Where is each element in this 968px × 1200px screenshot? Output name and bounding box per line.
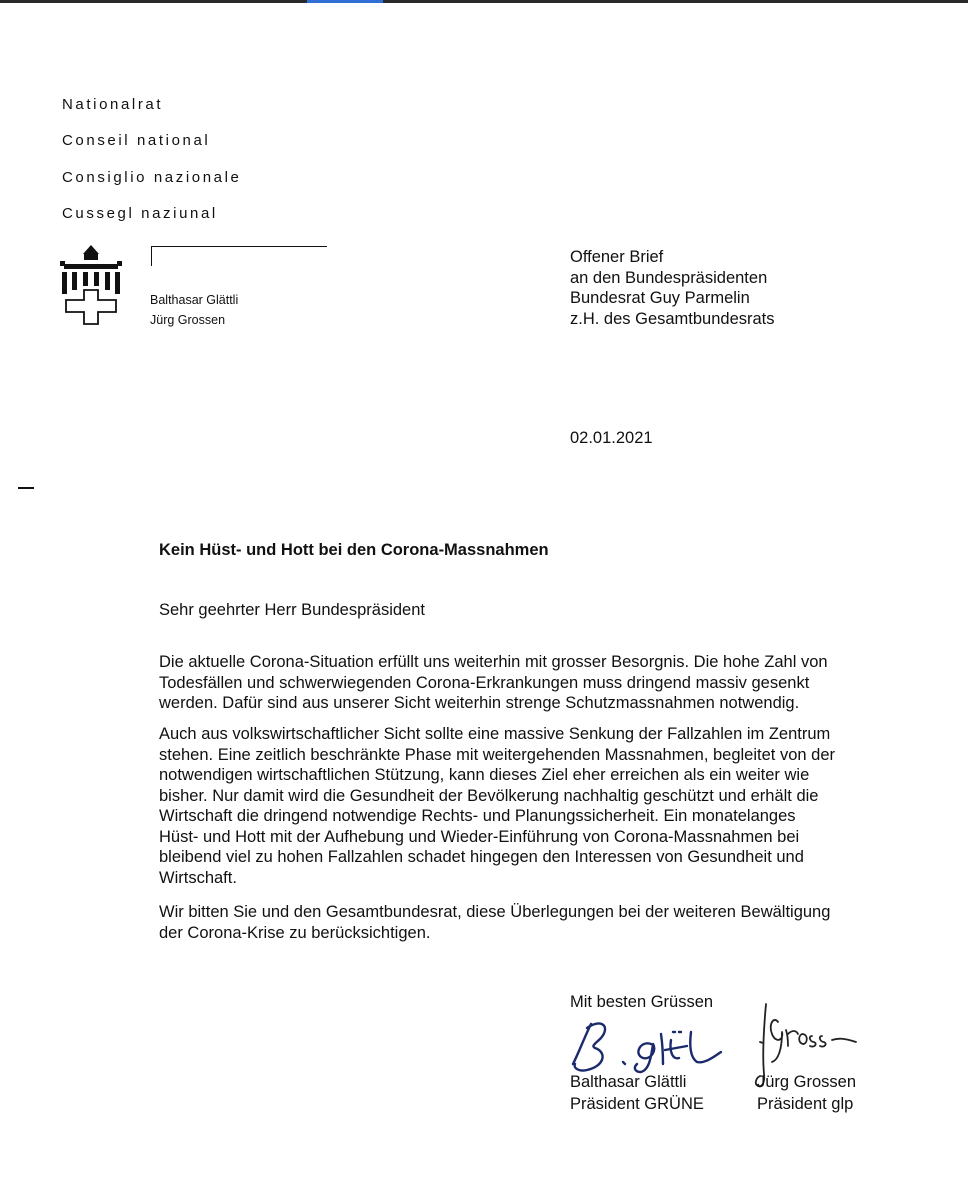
sender-name-2: Jürg Grossen	[150, 313, 226, 327]
paragraph-3	[159, 902, 919, 943]
paragraph-1	[159, 652, 919, 714]
fold-mark	[18, 487, 34, 489]
paragraph-line: Auch aus volkswirtschaftlicher Sicht sollte eine massive Senkung der Fallzahlen im Zentrum	[159, 725, 831, 743]
paragraph-line: der Corona-Krise zu berücksichtigen.	[159, 923, 431, 942]
recipient-block	[570, 247, 775, 329]
signature-glaettli	[565, 1014, 730, 1076]
institution-name-fr: Conseil national	[62, 132, 211, 149]
recipient-line: an den Bundespräsidenten	[570, 268, 768, 287]
parliament-logo	[56, 244, 126, 328]
paragraph-line: bleibend viel zu hohen Fallzahlen schadet hingegen den Interessen von Gesundheit und	[159, 848, 804, 866]
paragraph-line: Todesfällen und schwerwiegenden Corona-Erkrankungen muss dringend massiv gesenkt	[159, 673, 810, 692]
paragraph-2	[159, 724, 919, 888]
sender-name-1: Balthasar Glättli	[150, 293, 239, 307]
institution-name-rm: Cussegl naziunal	[62, 205, 218, 222]
recipient-line: Bundesrat Guy Parmelin	[570, 289, 750, 307]
signatory-title: Präsident GRÜNE	[570, 1095, 704, 1113]
closing-phrase: Mit besten Grüssen	[570, 993, 714, 1011]
paragraph-line: notwendigen wirtschaftlichen Stützung, kann dieses Ziel eher erreichen als ein weiter wie	[159, 766, 810, 784]
recipient-line: Offener Brief	[570, 248, 664, 266]
signatory-title: Präsident glp	[757, 1095, 854, 1113]
signatory-name: Balthasar Glättli	[570, 1073, 687, 1091]
address-window-mark	[151, 246, 327, 266]
paragraph-line: Hüst- und Hott mit der Aufhebung und Wieder-Einführung von Corona-Massnahmen bei	[159, 827, 800, 846]
paragraph-line: bisher. Nur damit wird die Gesundheit der Bevölkerung nachhaltig geschützt und erhält die	[159, 786, 819, 805]
paragraph-line: Wir bitten Sie und den Gesamtbundesrat, diese Überlegungen bei der weiteren Bewältigung	[159, 903, 831, 921]
recipient-line: z.H. des Gesamtbundesrats	[570, 309, 775, 328]
top-border	[0, 0, 968, 3]
signatory-2	[757, 1071, 856, 1115]
paragraph-line: stehen. Eine zeitlich beschränkte Phase mit weitergehenden Massnahmen, begleitet von der	[159, 745, 835, 764]
top-accent-bar	[307, 0, 383, 3]
signatory-name: Jürg Grossen	[757, 1073, 857, 1091]
institution-name-it: Consiglio nazionale	[62, 169, 242, 186]
letter-subject: Kein Hüst- und Hott bei den Corona-Massnahmen	[159, 541, 549, 559]
paragraph-line: Die aktuelle Corona-Situation erfüllt uns weiterhin mit grosser Besorgnis. Die hohe Zahl von	[159, 653, 828, 671]
institution-name-de: Nationalrat	[62, 96, 164, 113]
salutation: Sehr geehrter Herr Bundespräsident	[159, 601, 425, 619]
signatory-1	[570, 1071, 704, 1115]
paragraph-line: Wirtschaft.	[159, 868, 237, 887]
letter-date: 02.01.2021	[570, 429, 653, 447]
paragraph-line: Wirtschaft die dringend notwendige Rechts- und Planungssicherheit. Ein monatelanges	[159, 807, 796, 825]
paragraph-line: werden. Dafür sind aus unserer Sicht weiterhin strenge Schutzmassnahmen notwendig.	[159, 694, 800, 712]
